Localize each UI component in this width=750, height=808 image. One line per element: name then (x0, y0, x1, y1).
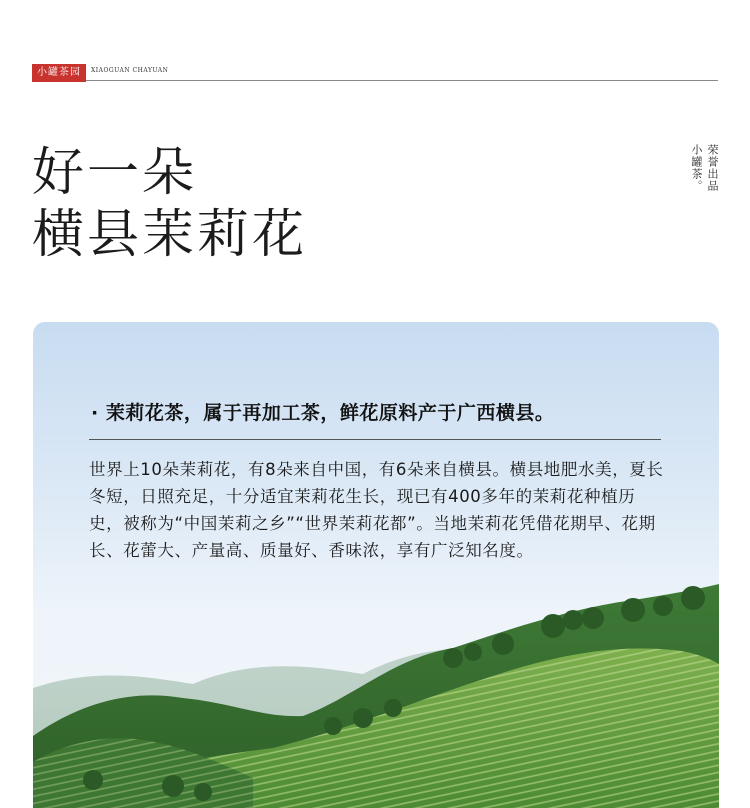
card-divider (89, 439, 661, 440)
title-line-1: 好一朵 (32, 143, 198, 203)
brand-logo: 小罐茶园 (32, 64, 86, 82)
header-divider (86, 80, 718, 81)
brand-bar (32, 64, 718, 82)
card-body-text: 世界上10朵茉莉花，有8朵来自中国，有6朵来自横县。横县地肥水美，夏长冬短，日照充足，十分适宜茉莉花生长，现已有400多年的茉莉花种植历史，被称为“中国茉莉之乡”“世界茉莉花都”。当地茉莉花凭借花期早、花期长、花蕾大、产量高、质量好、香味浓，享有广泛知名度。 (89, 460, 664, 560)
brand-subtitle: XIAOGUAN CHAYUAN (91, 67, 169, 74)
vertical-tag-right: 荣誉出品 (706, 144, 719, 192)
tea-hills-illustration (33, 548, 719, 808)
card-heading: · 茉莉花茶，属于再加工茶，鲜花原料产于广西横县。 (91, 402, 555, 424)
vertical-tag (686, 144, 720, 204)
vertical-tag-left: 小罐茶。 (690, 144, 703, 192)
page-title (32, 142, 307, 266)
info-card (33, 322, 719, 808)
title-line-2: 横县茉莉花 (32, 205, 308, 265)
